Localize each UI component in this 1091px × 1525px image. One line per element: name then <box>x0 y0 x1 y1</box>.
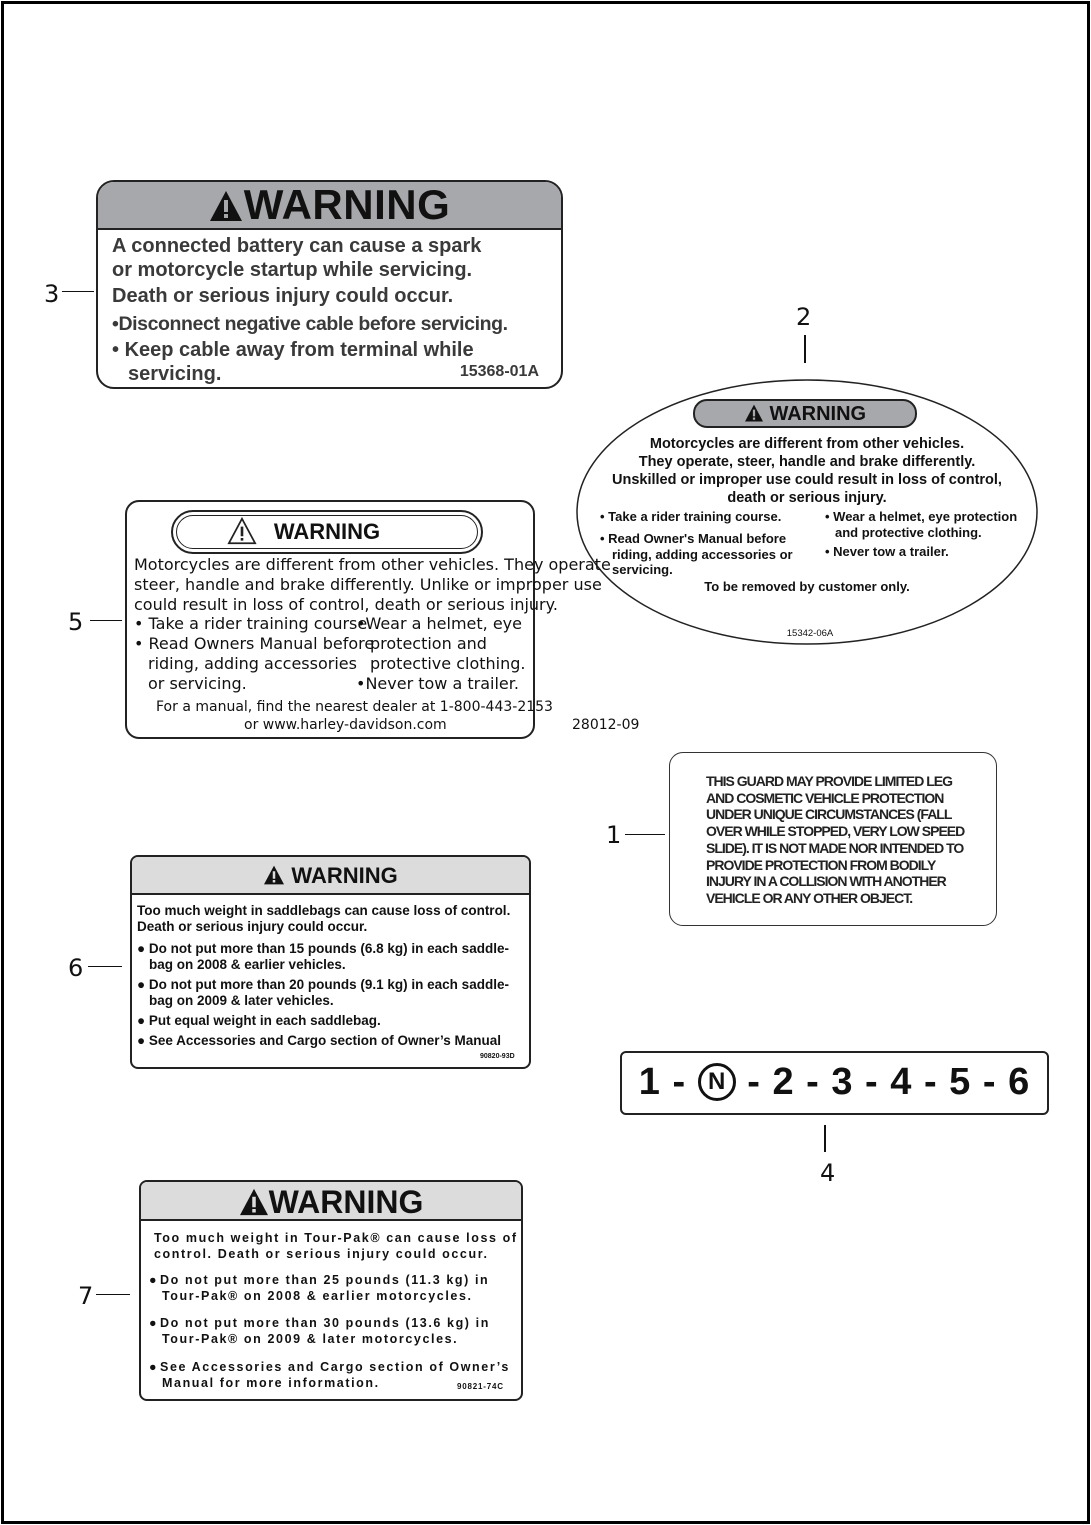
label-3-line: A connected battery can cause a spark <box>112 235 482 257</box>
label-5-header-pill <box>171 510 483 554</box>
bullet-dot-icon: ● <box>149 1273 161 1287</box>
label-2-bullet-line: • Read Owner's Manual before <box>600 531 787 546</box>
label-5-bullet: •Never tow a trailer. <box>356 674 519 693</box>
warning-triangle-icon <box>209 190 243 222</box>
callout-leader-3 <box>62 291 94 292</box>
label-7-bullet-line: Tour-Pak® on 2009 & later motorcycles. <box>162 1332 459 1346</box>
bullet-dot-icon: ● <box>137 941 149 956</box>
label-5-bullet-line: riding, adding accessories <box>148 654 357 673</box>
label-7-bullet <box>149 1272 489 1288</box>
label-7-bullet-text: See Accessories and Cargo section of Owner’s <box>160 1360 510 1374</box>
label-2-line: They operate, steer, handle and brake differently. <box>638 454 976 470</box>
callout-number-2: 2 <box>796 303 812 331</box>
label-6-saddlebag-warning <box>130 855 531 1069</box>
callout-number-7: 7 <box>78 1282 94 1310</box>
warning-triangle-icon <box>239 1188 269 1216</box>
bullet-dot-icon: • <box>112 339 120 361</box>
label-6-bullet <box>137 1013 381 1029</box>
warning-triangle-icon <box>227 517 257 545</box>
label-4-gear-rest: - 2 - 3 - 4 - 5 - 6 <box>735 1061 1031 1103</box>
label-2-header <box>694 400 916 428</box>
label-7-header <box>141 1182 521 1221</box>
warning-triangle-icon <box>263 865 285 885</box>
label-6-heading: WARNING <box>291 863 398 888</box>
bullet-dot-icon: ● <box>137 977 149 992</box>
label-5-line: steer, handle and brake differently. Unlike or improper use <box>134 575 602 594</box>
label-2-line: Motorcycles are different from other vehicles. <box>649 436 965 452</box>
label-7-bullet-line: Tour-Pak® on 2008 & earlier motorcycles. <box>162 1289 473 1303</box>
label-7-bullet <box>149 1315 490 1331</box>
warning-triangle-icon <box>744 404 764 422</box>
label-3-bullet <box>112 312 561 336</box>
label-4-gear-first: 1 - <box>638 1061 698 1103</box>
label-2-bullet-line: servicing. <box>612 562 673 577</box>
label-6-bullet-text: See Accessories and Cargo section of Owner’s Manual <box>148 1033 502 1048</box>
label-6-line: Too much weight in saddlebags can cause loss of control. <box>137 903 511 918</box>
label-6-header <box>132 857 529 895</box>
label-2-bullet-line: • Wear a helmet, eye protection <box>825 509 1018 524</box>
label-5-bullet-line: protective clothing. <box>370 654 526 673</box>
label-5-footer: or www.harley-davidson.com <box>244 717 447 733</box>
label-6-bullet-text: Put equal weight in each saddlebag. <box>148 1013 381 1028</box>
callout-leader-5 <box>90 620 122 621</box>
callout-number-4: 4 <box>820 1159 836 1187</box>
label-7-bullet <box>149 1359 510 1375</box>
label-5-bullet-line: or servicing. <box>148 674 247 693</box>
label-1-text: THIS GUARD MAY PROVIDE LIMITED LEG AND COSMETIC VEHICLE PROTECTION UNDER UNIQUE CIRCUMSTANCES (FALL OVER WHILE STOPPED, VERY LOW SPEED SLIDE). IT IS NOT MADE NOR INTENDED TO PROVIDE PROTECTION FROM BODILY INJURY IN A COLLISION WITH ANOTHER VEHICLE OR ANY OTHER OBJECT. <box>706 773 965 906</box>
label-2-bullet: • Never tow a trailer. <box>825 544 949 559</box>
label-5-motorcycle-warning <box>125 500 640 739</box>
callout-leader-2 <box>804 335 806 363</box>
callout-number-1: 1 <box>606 821 622 849</box>
label-5-line: Motorcycles are different from other vehicles. They operate <box>134 555 611 574</box>
label-2-line: death or serious injury. <box>727 490 887 506</box>
label-2-bullet-line: and protective clothing. <box>835 524 982 540</box>
callout-number-5: 5 <box>68 608 84 636</box>
label-6-bullet-line: bag on 2009 & later vehicles. <box>149 993 334 1008</box>
bullet-dot-icon: ● <box>149 1316 161 1330</box>
label-7-part-number: 90821-74C <box>457 1382 504 1391</box>
label-6-part-number: 90820-93D <box>480 1053 515 1060</box>
label-5-footer: For a manual, find the nearest dealer at 1-800-443-2153 <box>156 699 553 715</box>
label-3-header <box>98 182 561 230</box>
label-7-line: control. Death or serious injury could occur. <box>154 1247 489 1261</box>
label-2-bullet <box>825 509 1017 540</box>
label-3-bullet <box>112 338 561 362</box>
bullet-dot-icon: ● <box>149 1360 161 1374</box>
label-7-bullet-text: Do not put more than 30 pounds (13.6 kg) in <box>160 1316 490 1330</box>
label-5-bullet: •Wear a helmet, eye <box>356 614 522 633</box>
label-6-bullet-line: bag on 2008 & earlier vehicles. <box>149 957 346 972</box>
label-6-bullet <box>137 1033 501 1049</box>
label-6-bullet-text: Do not put more than 20 pounds (9.1 kg) in each saddle- <box>148 977 509 992</box>
label-2-part-number: 15342-06A <box>786 628 834 639</box>
label-7-line: Too much weight in Tour-Pak® can cause loss of <box>154 1231 518 1245</box>
label-6-bullet-text: Do not put more than 15 pounds (6.8 kg) in each saddle- <box>148 941 509 956</box>
label-5-part-number: 28012-09 <box>572 717 640 733</box>
label-3-part-number: 15368-01A <box>459 363 539 380</box>
label-1-guard-notice <box>669 752 997 926</box>
label-2-bullet: • Take a rider training course. <box>600 509 782 524</box>
callout-number-6: 6 <box>68 954 84 982</box>
label-3-line: servicing. <box>128 363 222 385</box>
label-5-bullet: • Take a rider training course <box>134 614 368 633</box>
label-2-bullet-line: riding, adding accessories or <box>612 546 793 562</box>
callout-leader-7 <box>96 1294 130 1295</box>
label-2-line: Unskilled or improper use could result in loss of control, <box>612 472 1002 488</box>
callout-leader-4 <box>824 1125 826 1152</box>
label-2-footer: To be removed by customer only. <box>704 579 910 594</box>
bullet-dot-icon: • <box>112 313 119 335</box>
label-2-oval-warning <box>575 378 1041 648</box>
callout-leader-1 <box>625 834 665 835</box>
label-5-bullet-line: protection and <box>370 634 487 653</box>
callout-leader-6 <box>88 966 122 967</box>
label-3-battery-warning <box>96 180 563 389</box>
label-5-header <box>176 515 478 549</box>
label-7-bullet-line: Manual for more information. <box>162 1376 380 1390</box>
label-3-line: Death or serious injury could occur. <box>112 285 454 307</box>
bullet-dot-icon: ● <box>137 1033 149 1048</box>
label-7-tourpak-warning <box>139 1180 523 1401</box>
label-4-neutral-circle: N <box>698 1063 736 1101</box>
label-6-line: Death or serious injury could occur. <box>137 919 368 934</box>
label-3-heading: WARNING <box>243 181 451 228</box>
label-6-bullet <box>137 977 509 993</box>
label-6-bullet <box>137 941 509 957</box>
label-5-bullet: • Read Owners Manual before <box>134 634 375 653</box>
label-3-bullet-text: Keep cable away from terminal while <box>124 339 474 361</box>
label-3-bullet-text: Disconnect negative cable before servicing. <box>118 313 508 335</box>
label-4-gear-shift-pattern <box>620 1051 1049 1115</box>
label-5-line: could result in loss of control, death or serious injury. <box>134 595 558 614</box>
label-5-heading: WARNING <box>273 519 381 544</box>
label-2-bullet <box>600 531 793 578</box>
label-2-heading: WARNING <box>769 403 867 425</box>
label-7-heading: WARNING <box>268 1184 424 1220</box>
label-4-gear-text <box>622 1059 1047 1105</box>
label-3-line: or motorcycle startup while servicing. <box>112 259 473 281</box>
label-2-body <box>575 435 1039 507</box>
callout-number-3: 3 <box>44 280 60 308</box>
bullet-dot-icon: ● <box>137 1013 149 1028</box>
label-7-bullet-text: Do not put more than 25 pounds (11.3 kg) in <box>160 1273 490 1287</box>
